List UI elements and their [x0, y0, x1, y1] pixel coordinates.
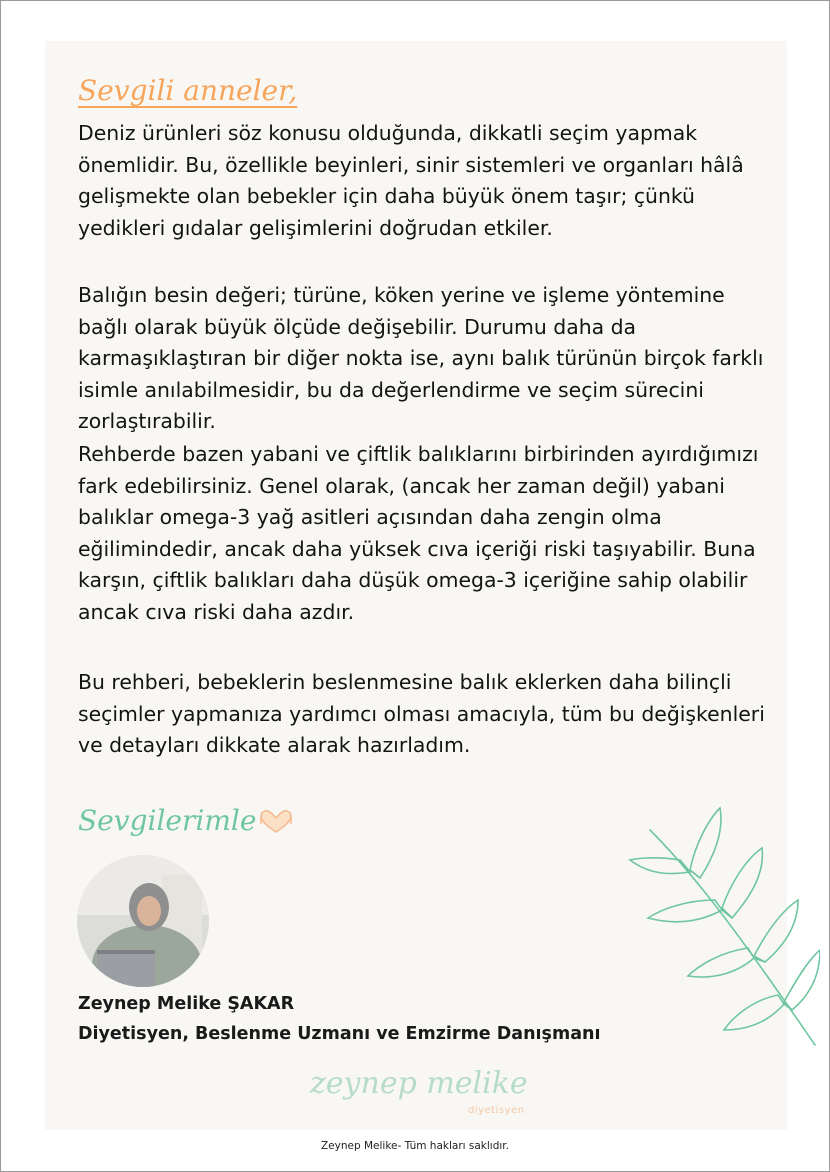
paragraph-4-text: Bu rehberi, bebeklerin beslenmesine balık eklerken daha bilinçli seçimler yapmanıza yardımcı olması amacıyla, tüm bu değişkenleri ve detayları dikkate alarak hazırladım. [78, 670, 765, 758]
sign-off: Sevgilerimle [78, 804, 257, 837]
greeting-heading: Sevgili anneler, [78, 74, 298, 107]
paragraph-2-text: Balığın besin değeri; türüne, köken yerine ve işleme yöntemine bağlı olarak büyük ölçüde değişebilir. Durumu daha da karmaşıklaştıran bir diğer nokta ise, aynı balık türünün birçok farklı isimle anılabilmesidir, bu da değerlendirme ve seçim sürecini zorlaştırabilir. [78, 283, 764, 434]
author-name: Zeynep Melike ŞAKAR [78, 994, 295, 1014]
paragraph-2 [78, 280, 768, 438]
logo-text: zeynep melike [310, 1066, 528, 1101]
paragraph-1-text: Deniz ürünleri söz konusu olduğunda, dikkatli seçim yapmak önemlidir. Bu, özellikle beyinleri, sinir sistemleri ve organları hâlâ gelişmekte olan bebekler için daha büyük önem taşır; çünkü yedikleri gıdalar gelişimlerini doğrudan etkiler. [78, 121, 744, 240]
paragraph-3-text: Rehberde bazen yabani ve çiftlik balıklarını birbirinden ayırdığımızı fark edebilirsiniz. Genel olarak, (ancak her zaman değil) yabani balıklar omega-3 yağ asitleri açısından daha zengin olma eğilimindedir, ancak daha yüksek cıva içeriği riski taşıyabilir. Buna karşın, çiftlik balıkları daha düşük omega-3 içeriğine sahip olabilir ancak cıva riski daha azdır. [78, 442, 759, 624]
leaf-branch-icon [620, 790, 820, 1090]
footer-copyright: Zeynep Melike- Tüm hakları saklıdır. [320, 1140, 509, 1152]
author-title: Diyetisyen, Beslenme Uzmanı ve Emzirme Danışmanı [78, 1024, 601, 1044]
author-photo [77, 855, 209, 987]
paragraph-3 [78, 439, 768, 629]
logo-subtext: diyetisyen [468, 1105, 525, 1116]
heart-hands-icon [257, 808, 295, 836]
paragraph-4 [78, 667, 768, 762]
paragraph-1 [78, 118, 768, 244]
